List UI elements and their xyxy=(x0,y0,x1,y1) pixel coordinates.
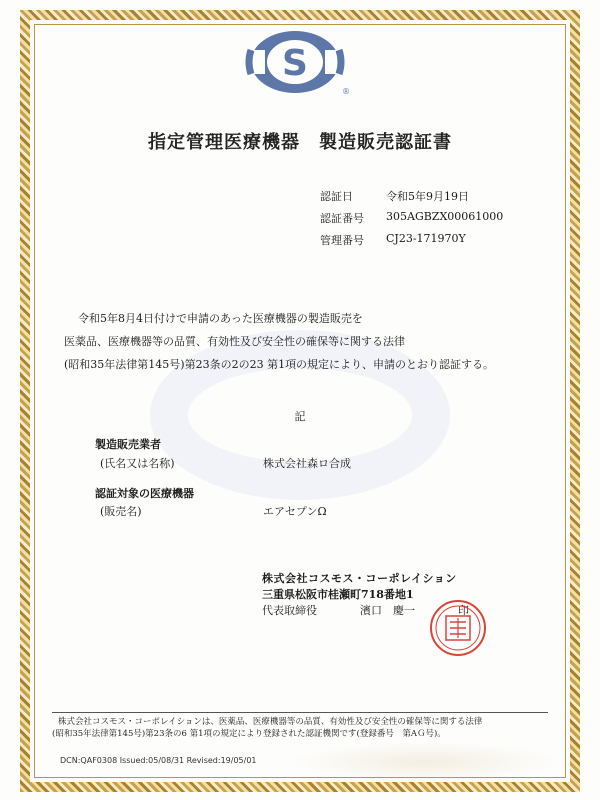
record-heading: 記 xyxy=(294,410,306,423)
registered-mark: ® xyxy=(342,87,350,96)
meta-row-number xyxy=(320,210,503,232)
certification-logo xyxy=(245,28,355,98)
manufacturer-sublabel: (氏名又は名称) xyxy=(100,457,175,470)
statement-line: 令和5年8月4日付けで申請のあった医療機器の製造販売を xyxy=(78,312,363,325)
manufacturer-label: 製造販売業者 xyxy=(95,438,161,451)
device-name: エアセプンΩ xyxy=(263,505,327,518)
manufacturer-name: 株式会社森ロ合成 xyxy=(263,457,351,470)
document-code: DCN:QAF0308 Issued:05/08/31 Revised:19/05/01 xyxy=(60,756,257,765)
meta-value: 305AGBZX00061000 xyxy=(386,210,504,223)
issuer-role: 代表取締役 xyxy=(262,604,317,617)
statement-line: 医薬品、医療機器等の品質、有効性及び安全性の確保等に関する法律 xyxy=(64,335,405,348)
meta-row-date xyxy=(320,188,503,210)
meta-label: 管理番号 xyxy=(320,234,364,247)
issuer-person: 濱口 慶一 xyxy=(360,604,415,617)
footer-note xyxy=(52,716,548,740)
meta-label: 認証番号 xyxy=(320,212,364,225)
decorative-stamp xyxy=(290,742,560,782)
seal-mark-label: 印 xyxy=(458,604,469,617)
issuer-name: 株式会社コスモス・コーポレイション xyxy=(262,572,457,585)
device-sublabel: (販売名) xyxy=(100,505,142,518)
certification-statement xyxy=(64,307,554,376)
certificate-meta xyxy=(320,188,503,254)
statement-line: (昭和35年法律第145号)第23条の2の23 第1項の規定により、申請のとおり認証する。 xyxy=(64,358,495,371)
meta-value: CJ23-171970Y xyxy=(386,232,466,245)
footer-line: 株式会社コスモス・コーポレイションは、医薬品、医療機器等の品質、有効性及び安全性の確保等に関する法律 xyxy=(58,717,483,727)
issuer-address: 三重県松阪市桂瀬町718番地1 xyxy=(262,588,414,601)
footer-line: (昭和35年法律第145号)第23条の6 第1項の規定により登録された認証機関です(登録番号 第AＧ号)。 xyxy=(52,729,446,739)
meta-value: 令和5年9月19日 xyxy=(386,190,469,203)
meta-row-control xyxy=(320,232,503,254)
meta-label: 認証日 xyxy=(320,190,353,203)
device-label: 認証対象の医療機器 xyxy=(95,487,194,500)
company-seal-icon xyxy=(428,598,488,658)
certificate-title: 指定管理医療機器 製造販売認証書 xyxy=(148,132,452,153)
footer-divider xyxy=(52,712,548,713)
logo-letter: S xyxy=(282,43,308,84)
